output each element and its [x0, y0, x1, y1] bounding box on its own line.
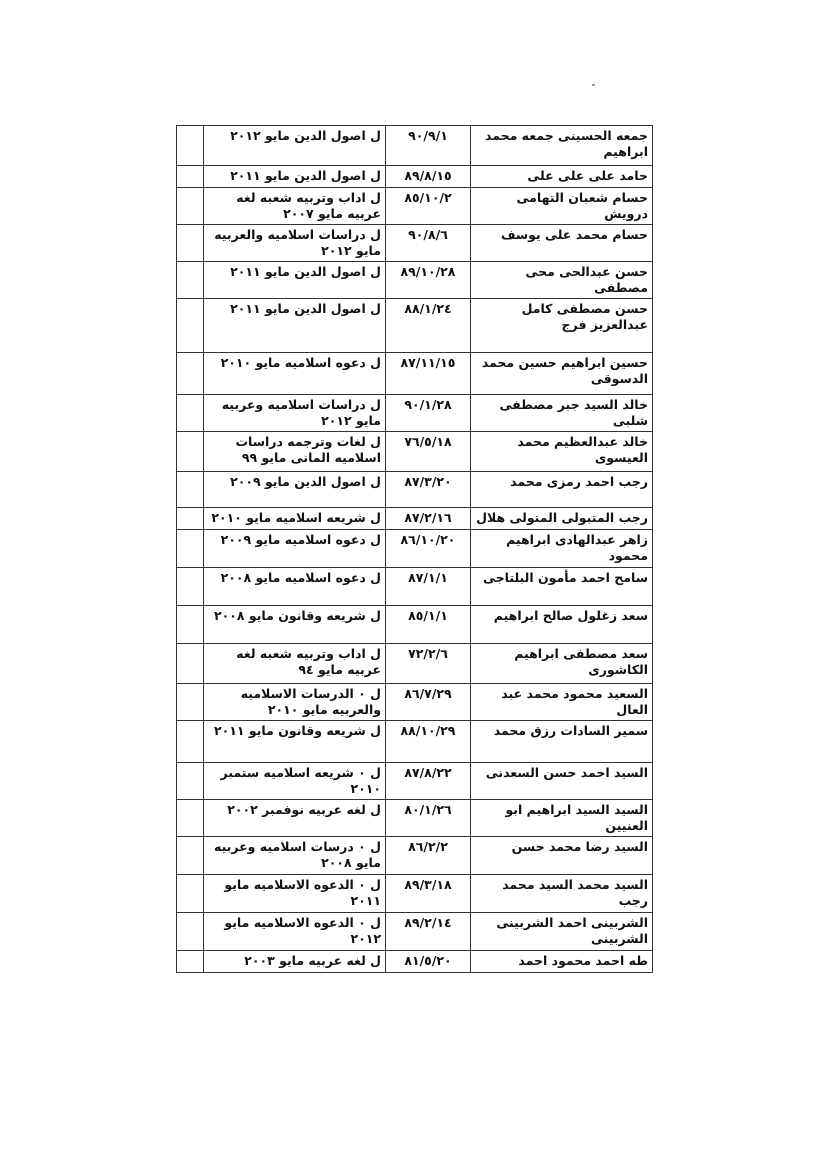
table-row — [177, 800, 653, 837]
degree-cell: ل دعوه اسلاميه مايو ٢٠٠٩ — [204, 530, 386, 568]
name-cell: طه احمد محمود احمد — [471, 951, 653, 973]
graduation-date-cell: ٨٦/٧/٢٩ — [386, 684, 471, 721]
table-row — [177, 721, 653, 763]
graduation-date-cell: ٨٨/١٠/٢٩ — [386, 721, 471, 763]
graduates-table — [176, 125, 653, 973]
degree-cell: ل ٠ الدعوه الاسلاميه مايو ٢٠١١ — [204, 875, 386, 913]
table-row — [177, 262, 653, 299]
table-row — [177, 837, 653, 875]
degree-cell: ل شريعه وقانون مايو ٢٠٠٨ — [204, 606, 386, 644]
graduation-date-cell: ٩٠/٩/١ — [386, 126, 471, 166]
degree-cell: ل اصول الدين مايو ٢٠١١ — [204, 166, 386, 188]
table-row — [177, 530, 653, 568]
degree-cell: ل لغه عربيه نوفمبر ٢٠٠٢ — [204, 800, 386, 837]
degree-cell: ل اصول الدين مايو ٢٠١١ — [204, 262, 386, 299]
empty-cell — [177, 353, 204, 395]
empty-cell — [177, 913, 204, 951]
name-cell: خالد السيد جبر مصطفى شلبى — [471, 395, 653, 432]
graduation-date-cell: ٩٠/١/٢٨ — [386, 395, 471, 432]
name-cell: حسن عبدالحى محى مصطفى — [471, 262, 653, 299]
graduation-date-cell: ٨٩/١٠/٢٨ — [386, 262, 471, 299]
degree-cell: ل ٠ الدرسات الاسلاميه والعربيه مايو ٢٠١٠ — [204, 684, 386, 721]
name-cell: سعد مصطفى ابراهيم الكاشورى — [471, 644, 653, 684]
empty-cell — [177, 225, 204, 262]
graduation-date-cell: ٨٧/٨/٢٢ — [386, 763, 471, 800]
empty-cell — [177, 951, 204, 973]
empty-cell — [177, 166, 204, 188]
table-row — [177, 875, 653, 913]
name-cell: رجب احمد رمزى محمد — [471, 472, 653, 508]
name-cell: حامد على على على — [471, 166, 653, 188]
degree-cell: ل ٠ درسات اسلاميه وعربيه مايو ٢٠٠٨ — [204, 837, 386, 875]
graduation-date-cell: ٨٦/١٠/٢٠ — [386, 530, 471, 568]
name-cell: حسام شعبان التهامى درويش — [471, 188, 653, 225]
table-row — [177, 568, 653, 606]
empty-cell — [177, 875, 204, 913]
graduation-date-cell: ٨٥/١/١ — [386, 606, 471, 644]
empty-cell — [177, 721, 204, 763]
table-body — [177, 126, 653, 973]
table-row — [177, 299, 653, 353]
name-cell: سامح احمد مأمون البلتاجى — [471, 568, 653, 606]
name-cell: الشربينى احمد الشربينى الشربينى — [471, 913, 653, 951]
name-cell: زاهر عبدالهادى ابراهيم محمود — [471, 530, 653, 568]
empty-cell — [177, 299, 204, 353]
empty-cell — [177, 508, 204, 530]
empty-cell — [177, 568, 204, 606]
graduation-date-cell: ٨٧/٣/٢٠ — [386, 472, 471, 508]
table-row — [177, 684, 653, 721]
name-cell: جمعه الحسينى جمعه محمد ابراهيم — [471, 126, 653, 166]
empty-cell — [177, 395, 204, 432]
name-cell: سمير السادات رزق محمد — [471, 721, 653, 763]
graduation-date-cell: ٨٨/١/٢٤ — [386, 299, 471, 353]
name-cell: رجب المتبولى المتولى هلال — [471, 508, 653, 530]
degree-cell: ل دراسات اسلاميه وعربيه مايو ٢٠١٢ — [204, 395, 386, 432]
table-row — [177, 126, 653, 166]
graduation-date-cell: ٨١/٥/٢٠ — [386, 951, 471, 973]
graduation-date-cell: ٨٧/٢/١٦ — [386, 508, 471, 530]
degree-cell: ل شريعه وقانون مايو ٢٠١١ — [204, 721, 386, 763]
degree-cell: ل اصول الدين مايو ٢٠٠٩ — [204, 472, 386, 508]
graduation-date-cell: ٨٩/٨/١٥ — [386, 166, 471, 188]
table-row — [177, 508, 653, 530]
table-row — [177, 606, 653, 644]
table-row — [177, 432, 653, 472]
graduation-date-cell: ٧٢/٢/٦ — [386, 644, 471, 684]
empty-cell — [177, 472, 204, 508]
table-row — [177, 644, 653, 684]
graduation-date-cell: ٨٩/٢/١٤ — [386, 913, 471, 951]
name-cell: السيد احمد حسن السعدنى — [471, 763, 653, 800]
empty-cell — [177, 644, 204, 684]
table-row — [177, 913, 653, 951]
degree-cell: ل اداب وتربيه شعبه لغه عربيه مايو ٩٤ — [204, 644, 386, 684]
degree-cell: ل شريعه اسلاميه مايو ٢٠١٠ — [204, 508, 386, 530]
table-row — [177, 763, 653, 800]
table-row — [177, 395, 653, 432]
empty-cell — [177, 188, 204, 225]
empty-cell — [177, 530, 204, 568]
name-cell: السيد السيد ابراهيم ابو العنيين — [471, 800, 653, 837]
name-cell: السيد رضا محمد حسن — [471, 837, 653, 875]
graduation-date-cell: ٩٠/٨/٦ — [386, 225, 471, 262]
name-cell: السعيد محمود محمد عبد العال — [471, 684, 653, 721]
name-cell: السيد محمد السيد محمد رجب — [471, 875, 653, 913]
graduation-date-cell: ٨٥/١٠/٢ — [386, 188, 471, 225]
name-cell: حسام محمد على يوسف — [471, 225, 653, 262]
degree-cell: ل ٠ شريعه اسلاميه ستمبر ٢٠١٠ — [204, 763, 386, 800]
table-row — [177, 951, 653, 973]
degree-cell: ل اداب وتربيه شعبه لغه عربيه مايو ٢٠٠٧ — [204, 188, 386, 225]
degree-cell: ل لغه عربيه مايو ٢٠٠٣ — [204, 951, 386, 973]
graduation-date-cell: ٨٧/١/١ — [386, 568, 471, 606]
degree-cell: ل اصول الدين مايو ٢٠١٢ — [204, 126, 386, 166]
empty-cell — [177, 837, 204, 875]
degree-cell: ل دراسات اسلاميه والعربيه مايو ٢٠١٢ — [204, 225, 386, 262]
table-row — [177, 225, 653, 262]
empty-cell — [177, 606, 204, 644]
empty-cell — [177, 262, 204, 299]
empty-cell — [177, 800, 204, 837]
graduation-date-cell: ٧٦/٥/١٨ — [386, 432, 471, 472]
degree-cell: ل ٠ الدعوه الاسلاميه مايو ٢٠١٢ — [204, 913, 386, 951]
graduation-date-cell: ٨٠/١/٢٦ — [386, 800, 471, 837]
table-row — [177, 188, 653, 225]
graduation-date-cell: ٨٧/١١/١٥ — [386, 353, 471, 395]
name-cell: حسين ابراهيم حسين محمد الدسوقى — [471, 353, 653, 395]
degree-cell: ل دعوه اسلاميه مايو ٢٠١٠ — [204, 353, 386, 395]
graduation-date-cell: ٨٦/٢/٢ — [386, 837, 471, 875]
degree-cell: ل لغات وترجمه دراسات اسلاميه المانى مايو ٩٩ — [204, 432, 386, 472]
empty-cell — [177, 126, 204, 166]
table-row — [177, 472, 653, 508]
scan-speck — [592, 84, 595, 86]
name-cell: خالد عبدالعظيم محمد العيسوى — [471, 432, 653, 472]
name-cell: سعد زغلول صالح ابراهيم — [471, 606, 653, 644]
empty-cell — [177, 432, 204, 472]
degree-cell: ل دعوه اسلاميه مايو ٢٠٠٨ — [204, 568, 386, 606]
table-row — [177, 166, 653, 188]
degree-cell: ل اصول الدين مايو ٢٠١١ — [204, 299, 386, 353]
graduation-date-cell: ٨٩/٣/١٨ — [386, 875, 471, 913]
empty-cell — [177, 684, 204, 721]
name-cell: حسن مصطفى كامل عبدالعزيز فرج — [471, 299, 653, 353]
table-row — [177, 353, 653, 395]
empty-cell — [177, 763, 204, 800]
